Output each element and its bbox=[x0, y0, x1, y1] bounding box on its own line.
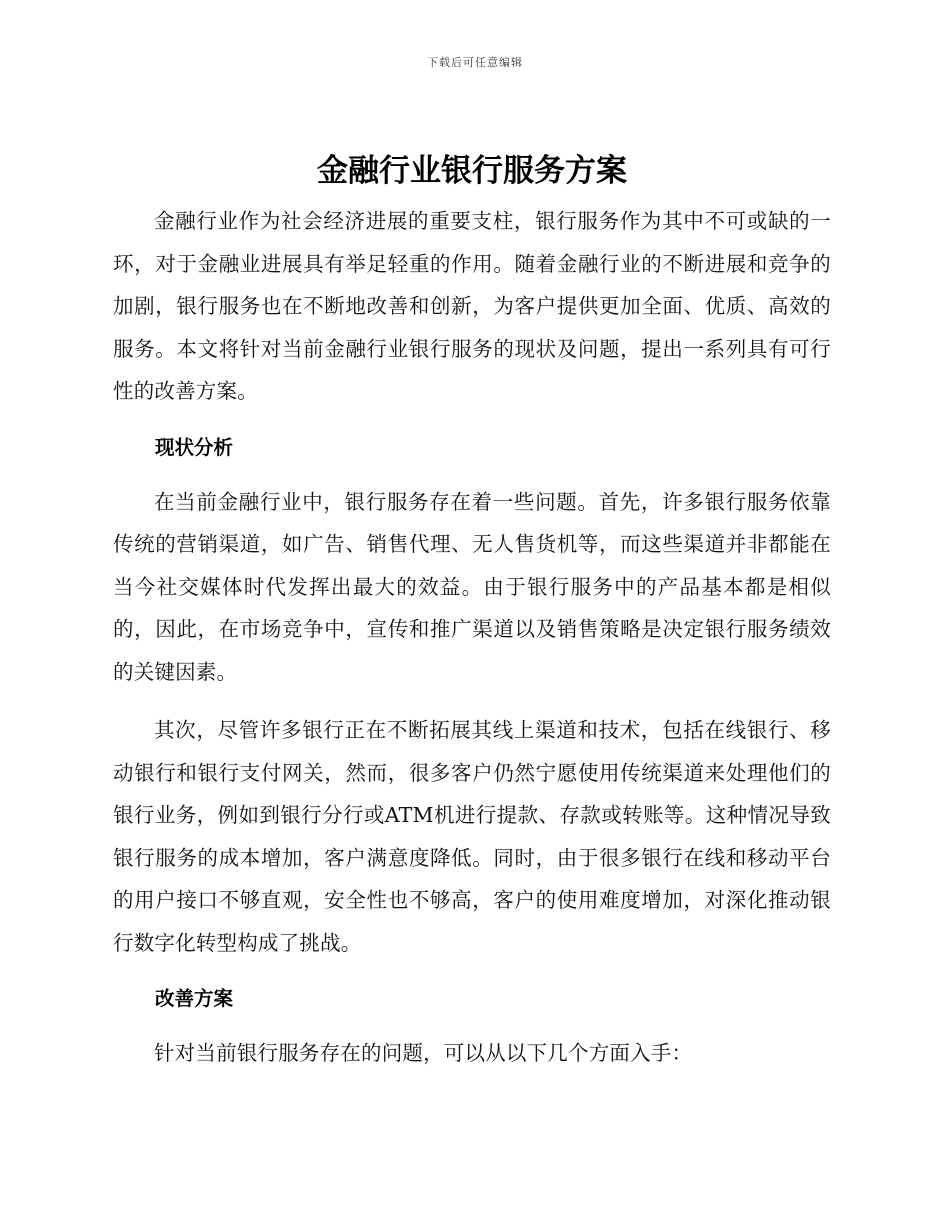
status-paragraph-2: 其次，尽管许多银行正在不断拓展其线上渠道和技术，包括在线银行、移动银行和银行支付网关，然而，很多客户仍然宁愿使用传统渠道来处理他们的银行业务，例如到银行分行或ATM机进行提款、存款或转账等。这种情况导致银行服务的成本增加，客户满意度降低。同时，由于很多银行在线和移动平台的用户接口不够直观，安全性也不够高，客户的使用难度增加，对深化推动银行数字化转型构成了挑战。 bbox=[113, 718, 831, 955]
document-body bbox=[113, 148, 831, 1075]
section-heading-improvement-plan: 改善方案 bbox=[155, 987, 234, 1010]
status-paragraph-1: 在当前金融行业中，银行服务存在着一些问题。首先，许多银行服务依靠传统的营销渠道，如广告、销售代理、无人售货机等，而这些渠道并非都能在当今社交媒体时代发挥出最大的效益。由于银行服务中的产品基本都是相似的，因此，在市场竞争中，宣传和推广渠道以及销售策略是决定银行服务绩效的关键因素。 bbox=[113, 489, 831, 684]
document-title: 金融行业银行服务方案 bbox=[317, 153, 627, 189]
section-heading-status-analysis: 现状分析 bbox=[155, 435, 234, 459]
header-note: 下载后可任意编辑 bbox=[427, 56, 523, 69]
intro-paragraph: 金融行业作为社会经济进展的重要支柱，银行服务作为其中不可或缺的一环，对于金融业进展具有举足轻重的作用。随着金融行业的不断进展和竞争的加剧，银行服务也在不断地改善和创新，为客户提供更加全面、优质、高效的服务。本文将针对当前金融行业银行服务的现状及问题，提出一系列具有可行性的改善方案。 bbox=[113, 209, 831, 403]
improvement-paragraph-1: 针对当前银行服务存在的问题，可以从以下几个方面入手： bbox=[154, 1041, 693, 1065]
